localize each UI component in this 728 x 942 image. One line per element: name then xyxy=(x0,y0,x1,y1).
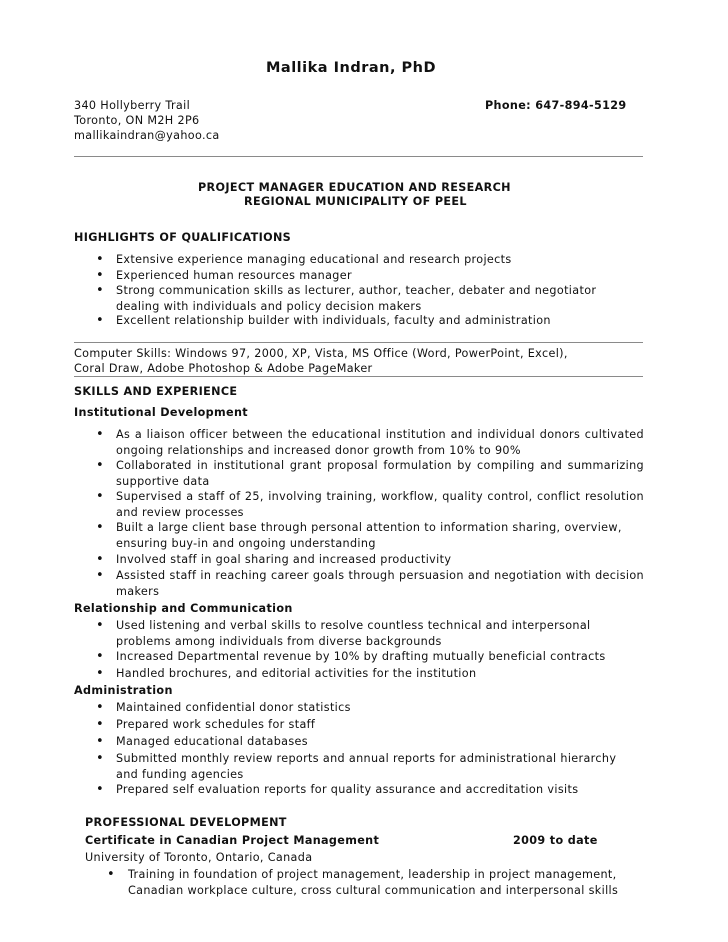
bullet-icon: • xyxy=(96,427,104,442)
relationship-item: Increased Departmental revenue by 10% by drafting mutually beneficial contracts xyxy=(116,650,606,663)
resume-name: Mallika Indran, PhD xyxy=(266,60,436,76)
institutional-item: Built a large client base through personal attention to information sharing, overview, ensuring buy-in and ongoing understanding xyxy=(116,521,622,550)
bullet-icon: • xyxy=(96,283,104,298)
objective-line-1: PROJECT MANAGER EDUCATION AND RESEARCH xyxy=(198,181,511,194)
institutional-item: Supervised a staff of 25, involving training, workflow, quality control, conflict resolution and review processes xyxy=(116,490,644,519)
bullet-icon: • xyxy=(96,489,104,504)
bullet-icon: • xyxy=(96,734,104,749)
relationship-item: Handled brochures, and editorial activities for the institution xyxy=(116,667,477,680)
institutional-title: Institutional Development xyxy=(74,406,248,419)
certificate-institution: University of Toronto, Ontario, Canada xyxy=(85,851,313,864)
bullet-icon: • xyxy=(96,751,104,766)
relationship-title: Relationship and Communication xyxy=(74,602,293,615)
bullet-icon: • xyxy=(96,649,104,664)
institutional-item: Involved staff in goal sharing and increased productivity xyxy=(116,553,452,566)
highlight-item: Excellent relationship builder with individuals, faculty and administration xyxy=(116,314,551,327)
bullet-icon: • xyxy=(96,268,104,283)
relationship-item: Used listening and verbal skills to resolve countless technical and interpersonal problems among individuals from diverse backgrounds xyxy=(116,619,591,648)
administration-item: Prepared self evaluation reports for quality assurance and accreditation visits xyxy=(116,783,579,796)
administration-title: Administration xyxy=(74,684,173,697)
bullet-icon: • xyxy=(96,700,104,715)
highlights-heading: HIGHLIGHTS OF QUALIFICATIONS xyxy=(74,231,292,244)
professional-item: Training in foundation of project management, leadership in project management, Canadian workplace culture, cross cultural communication and interpersonal skills xyxy=(128,868,619,897)
highlight-item: Extensive experience managing educational and research projects xyxy=(116,253,512,266)
highlights-divider xyxy=(74,342,643,343)
skills-heading: SKILLS AND EXPERIENCE xyxy=(74,385,238,398)
certificate-title: Certificate in Canadian Project Management xyxy=(85,834,380,847)
highlight-item: Experienced human resources manager xyxy=(116,269,352,282)
bullet-icon: • xyxy=(96,552,104,567)
bullet-icon: • xyxy=(96,458,104,473)
email-address[interactable]: mallikaindran@yahoo.ca xyxy=(74,129,220,142)
bullet-icon: • xyxy=(96,568,104,583)
computer-skills-line-2: Coral Draw, Adobe Photoshop & Adobe PageMaker xyxy=(74,362,373,375)
objective-line-2: REGIONAL MUNICIPALITY OF PEEL xyxy=(244,195,467,208)
bullet-icon: • xyxy=(96,717,104,732)
computer-skills-divider xyxy=(74,376,643,377)
bullet-icon: • xyxy=(107,867,115,882)
bullet-icon: • xyxy=(96,252,104,267)
administration-item: Prepared work schedules for staff xyxy=(116,718,316,731)
address-line-1: 340 Hollyberry Trail xyxy=(74,99,191,112)
bullet-icon: • xyxy=(96,666,104,681)
institutional-item: Collaborated in institutional grant proposal formulation by compiling and summarizing supportive data xyxy=(116,459,644,488)
administration-item: Maintained confidential donor statistics xyxy=(116,701,351,714)
header-divider xyxy=(74,156,643,157)
institutional-item: Assisted staff in reaching career goals through persuasion and negotiation with decision makers xyxy=(116,569,644,598)
highlight-item: Strong communication skills as lecturer, author, teacher, debater and negotiator dealing with individuals and policy decision makers xyxy=(116,284,597,313)
certificate-date: 2009 to date xyxy=(513,834,598,847)
administration-item: Managed educational databases xyxy=(116,735,308,748)
bullet-icon: • xyxy=(96,782,104,797)
professional-heading: PROFESSIONAL DEVELOPMENT xyxy=(85,816,287,829)
institutional-item: As a liaison officer between the educational institution and individual donors cultivated ongoing relationships and increased donor growth from 10% to 90% xyxy=(116,428,644,457)
address-line-2: Toronto, ON M2H 2P6 xyxy=(74,114,200,127)
computer-skills-line-1: Computer Skills: Windows 97, 2000, XP, Vista, MS Office (Word, PowerPoint, Excel), xyxy=(74,347,568,360)
administration-item: Submitted monthly review reports and annual reports for administrational hierarchy and funding agencies xyxy=(116,752,617,781)
bullet-icon: • xyxy=(96,618,104,633)
bullet-icon: • xyxy=(96,520,104,535)
phone-number: Phone: 647-894-5129 xyxy=(485,99,627,112)
bullet-icon: • xyxy=(96,313,104,328)
